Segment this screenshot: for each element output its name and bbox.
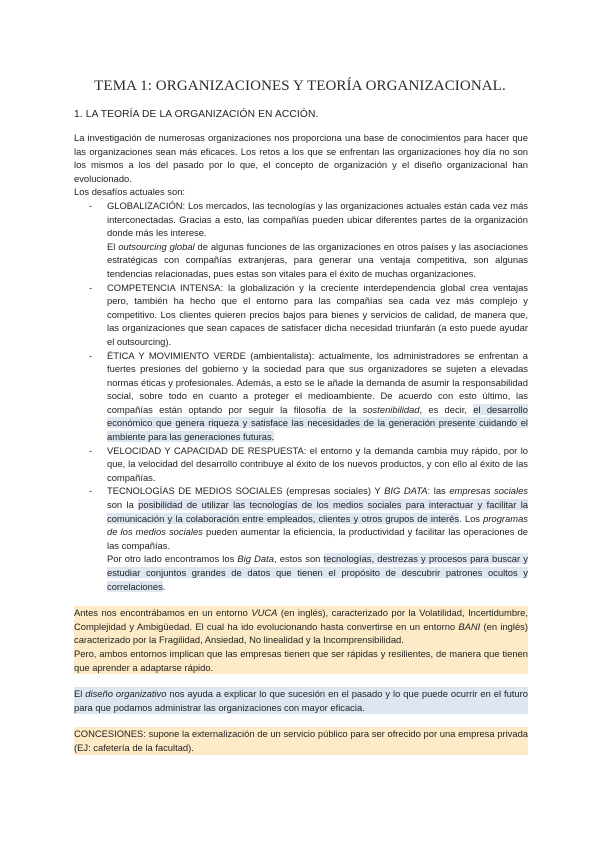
document-body: [74, 131, 528, 755]
diseno-organizativo-paragraph: El diseño organizativo nos ayuda a explicar lo que sucesión en el pasado y lo que puede ocurrir en el futuro para que podamos administrar las organizaciones con mayor eficacia.: [74, 688, 528, 713]
list-item-globalizacion: - GLOBALIZACIÓN: Los mercados, las tecnologías y las organizaciones actuales están cada vez más interconectadas. Gracias a esto, las compañías pueden ubicar diferentes partes de la organización donde más les interese. El outsourcing global de algunas funciones de las organizaciones en otros países y las asociaciones estratégicas con compañías extranjeras, para generar una ventaja competitiva, son algunas tendencias relacionadas, pues estas son vitales para el éxito de muchas organizaciones.: [74, 199, 528, 281]
list-item-velocidad: - VELOCIDAD Y CAPACIDAD DE RESPUESTA: el entorno y la demanda cambia muy rápido, por lo que, la velocidad del desarrollo contribuye al éxito de los nuevos productos, y con ello al éxito de las compañías.: [74, 444, 528, 485]
list-item-tecnologias: - TECNOLOGÍAS DE MEDIOS SOCIALES (empresas sociales) Y BIG DATA: las empresas sociales son la posibilidad de utilizar las tecnologías de los medios sociales para interactuar y facilitar la comunicación y la colaboración entre empleados, clientes y otros grupos de interés. Los programas de los medios sociales pueden aumentar la eficiencia, la productividad y facilitar las operaciones de las compañías. Por otro lado encontramos los Big Data, estos son tecnologías, destrezas y procesos para buscar y estudiar conjuntos grandes de datos que tienen el propósito de descubrir patrones ocultos y correlaciones.: [74, 484, 528, 593]
vuca-paragraph: Antes nos encontrábamos en un entorno VUCA (en inglés), caracterizado por la Volatilidad, Incertidumbre, Complejidad y Ambigüedad. El cual ha ido evolucionando hasta convertirse en un entorno BANI (en inglés) caracterizado por la Fragilidad, Ansiedad, No linealidad y la Incomprensibilidad.: [74, 607, 528, 646]
list-item-competencia: - COMPETENCIA INTENSA: la globalización y la creciente interdependencia global crea ventajas pero, también ha hecho que el entorno para las compañías sea cada vez más complejo y competitivo. Los clientes quieren precios bajos para bienes y servicios de calidad, de manera que, las organizaciones que sean capaces de satisfacer dicha necesidad triunfarán (a esto puede ayudar el outsourcing).: [74, 281, 528, 349]
concesiones-paragraph: CONCESIONES: supone la externalización de un servicio público para ser ofrecido por una empresa privada (EJ: cafetería de la facultad).: [74, 728, 528, 753]
list-item-etica: - ÉTICA Y MOVIMIENTO VERDE (ambientalista): actualmente, los administradores se enfrentan a fuertes presiones del gobierno y la sociedad para que sus organizadores se sujeten a elevadas normas éticas y profesionales. Además, a esto se le añade la demanda de asumir la responsabilidad social, sobre todo en cuanto a proteger el medioambiente. De acuerdo con esto último, las compañías están optando por seguir la filosofía de la sostenibilidad, es decir, el desarrollo económico que genera riqueza y satisface las necesidades de la generación presente cuidando el ambiente para las generaciones futuras.: [74, 349, 528, 444]
vuca-bani-block: [74, 606, 528, 674]
resilience-paragraph: Pero, ambos entornos implican que las empresas tienen que ser rápidas y resilientes, de manera que tienen que aprender a adaptarse rápido.: [74, 647, 528, 673]
page-title: TEMA 1: ORGANIZACIONES Y TEORÍA ORGANIZACIONAL.: [94, 78, 506, 94]
highlight-big-data: tecnologías, destrezas y procesos para buscar y estudiar conjuntos grandes de datos que tienen el propósito de descubrir patrones ocultos y correlaciones: [107, 553, 528, 592]
challenges-list: [74, 199, 528, 593]
intro-paragraph: La investigación de numerosas organizaciones nos proporciona una base de conocimientos para hacer que las organizaciones sean más eficaces. Los retos a los que se enfrentan las organizaciones hoy día no son los mismos a los del pasado por lo que, el concepto de organización y el diseño organizacional han evolucionado.: [74, 132, 528, 184]
challenges-intro: Los desafíos actuales son:: [74, 186, 186, 198]
highlight-empresas-sociales: posibilidad de utilizar las tecnologías de los medios sociales para interactuar y facilitar la comunicación y la colaboración entre empleados, clientes y otros grupos de interés: [107, 499, 529, 524]
highlight-sostenibilidad: el desarrollo económico que genera riqueza y satisface las necesidades de la generación presente cuidando el ambiente para las generaciones futuras.: [107, 403, 528, 443]
section-heading: 1. LA TEORÍA DE LA ORGANIZACIÓN EN ACCIÓN.: [74, 109, 319, 120]
